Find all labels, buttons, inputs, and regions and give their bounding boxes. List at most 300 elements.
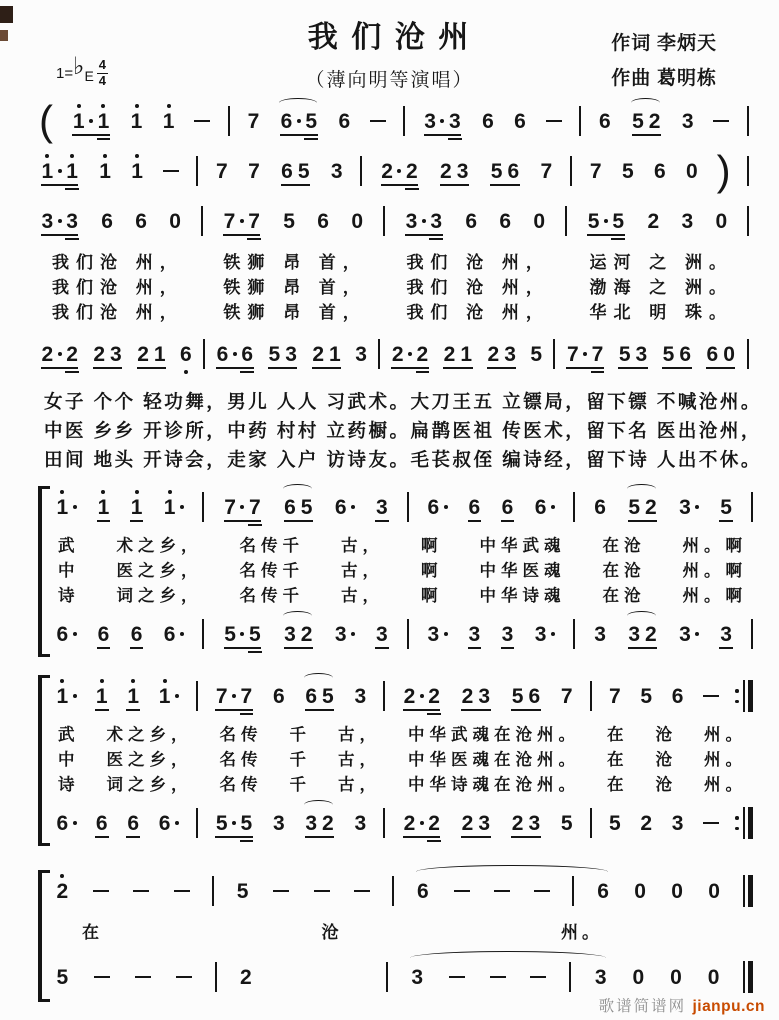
notation-line bbox=[38, 98, 749, 144]
dash bbox=[133, 890, 149, 893]
beam-line bbox=[224, 647, 261, 649]
dash bbox=[490, 976, 506, 979]
note: 0 bbox=[351, 209, 363, 233]
beam-line bbox=[224, 520, 261, 522]
note: 6 bbox=[679, 342, 692, 366]
beam-group bbox=[378, 161, 421, 182]
augmentation-dot bbox=[175, 694, 179, 698]
lyric-segment: 名传千 bbox=[239, 537, 304, 555]
barline bbox=[579, 106, 581, 136]
watermark-site-name: 歌谱简谱网 bbox=[598, 998, 687, 1015]
note: 2 bbox=[54, 881, 71, 902]
lyric-segment: 在 bbox=[607, 726, 629, 744]
barline bbox=[386, 962, 388, 992]
beam-group bbox=[309, 344, 344, 365]
lyric-segment: 名传 bbox=[219, 726, 263, 744]
beam-group bbox=[615, 344, 650, 365]
lyric-row bbox=[52, 298, 733, 323]
final-barline bbox=[743, 875, 753, 907]
beam-group bbox=[69, 111, 112, 132]
spacer bbox=[312, 976, 328, 978]
beam-line bbox=[487, 367, 516, 369]
note: 6 bbox=[466, 497, 483, 518]
beam-line bbox=[511, 709, 540, 711]
lyric-segment: 州。啊 bbox=[682, 562, 747, 580]
lyric-segment: 古， bbox=[341, 587, 384, 605]
note: 5 bbox=[56, 965, 69, 989]
note: 7 bbox=[221, 211, 246, 232]
augmentation-dot bbox=[240, 632, 244, 636]
beam-line bbox=[41, 367, 78, 369]
verse-lyrics-block bbox=[52, 248, 733, 323]
notation-line-verse bbox=[38, 198, 749, 244]
barline bbox=[751, 492, 753, 522]
note: 6 bbox=[317, 209, 329, 233]
note: 2 bbox=[322, 811, 334, 835]
augmentation-dot bbox=[240, 505, 244, 509]
note: 6 bbox=[278, 111, 303, 132]
note: 3 bbox=[504, 342, 516, 366]
lyric-row bbox=[58, 582, 747, 607]
coda-system bbox=[30, 866, 753, 1006]
note: 1 bbox=[39, 161, 64, 182]
note: 1 bbox=[160, 111, 177, 132]
slur-arc bbox=[631, 98, 660, 108]
beam-group bbox=[302, 686, 337, 707]
dash bbox=[93, 890, 109, 893]
note: 3 bbox=[635, 342, 648, 366]
note: 6 bbox=[499, 209, 512, 233]
beam-group bbox=[38, 344, 81, 365]
notation-line-systemA-lower bbox=[54, 611, 753, 657]
lyric-segment: 在 bbox=[82, 923, 103, 942]
underline bbox=[375, 520, 389, 522]
note: 1 bbox=[129, 161, 146, 182]
beam-group bbox=[421, 111, 464, 132]
lyric-row bbox=[58, 746, 747, 771]
lyric-segment: 医之乡， bbox=[106, 751, 193, 769]
notation-line-systemA-upper bbox=[54, 484, 753, 530]
octave-dot bbox=[100, 679, 104, 683]
octave-dot bbox=[60, 874, 64, 878]
coda-lyrics-block bbox=[82, 918, 603, 950]
note: 2 bbox=[461, 684, 474, 708]
note: 2 bbox=[312, 342, 325, 366]
lyric-segment: 沧 bbox=[655, 776, 677, 794]
lyric-segment: 铁狮 昂 首， bbox=[223, 253, 367, 272]
lyric-segment: 我们沧 州， bbox=[52, 303, 184, 322]
note: 2 bbox=[64, 344, 81, 365]
augmentation-dot bbox=[444, 632, 448, 636]
barline bbox=[378, 339, 380, 369]
beam-line bbox=[215, 836, 252, 838]
notation-line-systemB-lower bbox=[54, 800, 753, 846]
lyric-segment: 沧 bbox=[321, 923, 343, 942]
note: 2 bbox=[403, 161, 420, 182]
underline bbox=[468, 520, 482, 522]
dash bbox=[314, 890, 330, 893]
note: 7 bbox=[564, 344, 589, 365]
lyric-segment: 古， bbox=[341, 537, 384, 555]
lyric-segment: 千 bbox=[289, 726, 311, 744]
systemA-lyrics-block bbox=[58, 532, 747, 607]
underline bbox=[97, 520, 111, 522]
barline bbox=[573, 492, 575, 522]
augmentation-dot bbox=[233, 352, 237, 356]
lyric-segment: 沧 bbox=[655, 751, 677, 769]
augmentation-dot bbox=[58, 169, 62, 173]
note: 6 bbox=[54, 813, 79, 834]
systemB-lyrics-block bbox=[58, 721, 747, 796]
octave-dot bbox=[167, 104, 171, 108]
slur-arc bbox=[283, 484, 312, 494]
beam-line bbox=[312, 367, 341, 369]
repeat-barline bbox=[735, 680, 753, 712]
dash bbox=[703, 822, 719, 825]
credits bbox=[611, 26, 717, 96]
lyric-segment: 中华医魂在沧州。 bbox=[408, 751, 580, 769]
note: 0 bbox=[169, 209, 181, 233]
lyric-segment: 术之乡， bbox=[116, 537, 203, 555]
beam-group bbox=[38, 211, 81, 232]
slur-arc bbox=[304, 673, 333, 683]
note: 3 bbox=[594, 622, 606, 646]
lyric-segment: 我们沧 州， bbox=[52, 253, 184, 272]
note: 3 bbox=[428, 211, 445, 232]
note: 1 bbox=[95, 497, 112, 518]
beam-group bbox=[278, 161, 313, 182]
note: 3 bbox=[478, 684, 491, 708]
underline bbox=[130, 647, 144, 649]
couplet-lyrics-block bbox=[0, 387, 779, 474]
lyric-segment: 中华武魂在沧州。 bbox=[408, 726, 580, 744]
note: 0 bbox=[723, 342, 735, 366]
note: 1 bbox=[153, 342, 166, 366]
barline bbox=[202, 619, 204, 649]
slur-arc bbox=[410, 951, 606, 965]
dash bbox=[273, 890, 289, 893]
beam-group bbox=[458, 813, 493, 834]
beam-line bbox=[587, 234, 624, 236]
underline bbox=[65, 371, 79, 373]
note: 0 bbox=[533, 209, 546, 233]
beam-group bbox=[584, 211, 627, 232]
lyric-line: 女子 个个 轻功舞，男儿 人人 习武术。大刀王五 立镖局，留下镖 不喊沧州。 bbox=[44, 391, 762, 412]
beam-line bbox=[566, 367, 603, 369]
underline bbox=[429, 238, 443, 240]
notation-line-coda-upper bbox=[54, 868, 753, 916]
watermark-link[interactable]: jianpu.cn bbox=[692, 998, 765, 1015]
underline bbox=[65, 238, 79, 240]
augmentation-dot bbox=[422, 219, 426, 223]
beam-line bbox=[443, 367, 472, 369]
barline bbox=[565, 206, 567, 236]
lyric-segment: 中 bbox=[58, 562, 80, 580]
beam-group bbox=[388, 344, 431, 365]
note: 2 bbox=[647, 209, 660, 233]
notation-line-intro-2 bbox=[38, 148, 749, 194]
note: 7 bbox=[246, 211, 263, 232]
lyric-line: 中医 乡乡 开诊所，中药 村村 立药橱。扁鹊医祖 传医术，留下名 医出沧州， bbox=[44, 420, 762, 441]
note: 3 bbox=[446, 111, 463, 132]
note: 3 bbox=[681, 109, 694, 133]
note: 3 bbox=[285, 342, 297, 366]
note: 6 bbox=[599, 109, 611, 133]
note: 5 bbox=[300, 495, 313, 519]
note: 5 bbox=[283, 209, 295, 233]
octave-dot bbox=[135, 154, 139, 158]
note: 6 bbox=[95, 624, 112, 645]
augmentation-dot bbox=[420, 821, 424, 825]
note: 1 bbox=[64, 161, 81, 182]
beam-line bbox=[632, 134, 661, 136]
note: 6 bbox=[178, 344, 195, 365]
beam-line bbox=[268, 367, 297, 369]
note: 3 bbox=[681, 209, 694, 233]
barline bbox=[590, 808, 592, 838]
lyric-segment: 我们沧 州， bbox=[52, 278, 184, 297]
beam-line bbox=[281, 184, 310, 186]
note: 7 bbox=[540, 159, 553, 183]
augmentation-dot bbox=[89, 119, 93, 123]
note: 5 bbox=[621, 159, 634, 183]
augmentation-dot bbox=[297, 119, 301, 123]
note: 5 bbox=[303, 111, 320, 132]
note: 5 bbox=[662, 342, 675, 366]
barline bbox=[553, 339, 555, 369]
notation-line bbox=[38, 148, 749, 194]
octave-dot bbox=[184, 370, 188, 374]
octave-dot bbox=[135, 104, 139, 108]
barline bbox=[228, 106, 230, 136]
beam-line bbox=[490, 184, 519, 186]
note: 3 bbox=[284, 622, 296, 646]
underline bbox=[95, 836, 109, 838]
beam-line bbox=[280, 134, 317, 136]
augmentation-dot bbox=[73, 505, 77, 509]
note: 2 bbox=[300, 622, 313, 646]
augmentation-dot bbox=[180, 632, 184, 636]
lyric-row bbox=[52, 248, 733, 273]
note: 3 bbox=[594, 965, 607, 989]
note: 2 bbox=[645, 622, 657, 646]
note: 3 bbox=[425, 624, 450, 645]
note: 6 bbox=[594, 495, 606, 519]
lyric-segment: 中华诗魂 bbox=[479, 587, 566, 605]
lyric-segment: 医之乡， bbox=[116, 562, 203, 580]
note: 6 bbox=[135, 209, 147, 233]
beam-line bbox=[93, 367, 122, 369]
underline bbox=[405, 188, 419, 190]
note: 3 bbox=[456, 159, 469, 183]
parenthesis: ( bbox=[39, 97, 53, 144]
dash bbox=[454, 890, 470, 893]
underline bbox=[719, 647, 733, 649]
underline bbox=[248, 651, 262, 653]
beam-group bbox=[629, 111, 664, 132]
note: 5 bbox=[640, 684, 653, 708]
barline bbox=[215, 962, 217, 992]
barline bbox=[751, 619, 753, 649]
notation-line bbox=[38, 198, 749, 244]
beam-line bbox=[215, 709, 252, 711]
octave-dot bbox=[163, 679, 167, 683]
lyric-segment: 千 bbox=[289, 751, 311, 769]
augmentation-dot bbox=[444, 505, 448, 509]
beam-group bbox=[400, 686, 443, 707]
note: 2 bbox=[137, 342, 149, 366]
note: 3 bbox=[718, 624, 735, 645]
notation-line-intro-1 bbox=[38, 98, 749, 144]
duet-system-a bbox=[30, 482, 753, 661]
beam-group bbox=[221, 497, 264, 518]
note: 6 bbox=[338, 109, 351, 133]
lyric-segment: 铁狮 昂 首， bbox=[223, 278, 367, 297]
lyric-segment: 啊 bbox=[421, 562, 443, 580]
dash bbox=[530, 976, 546, 979]
barline bbox=[747, 156, 749, 186]
lyric-segment: 术之乡， bbox=[106, 726, 193, 744]
notation-line-patter bbox=[38, 331, 749, 377]
watermark bbox=[599, 994, 765, 1016]
note: 3 bbox=[354, 684, 367, 708]
note: 6 bbox=[671, 684, 684, 708]
notation-line bbox=[54, 868, 753, 914]
lyric-segment: 州。啊 bbox=[682, 587, 747, 605]
beam-group bbox=[265, 344, 300, 365]
note: 3 bbox=[466, 624, 483, 645]
beam-group bbox=[458, 686, 493, 707]
dash bbox=[354, 890, 370, 893]
beam-line bbox=[41, 184, 78, 186]
note: 2 bbox=[39, 344, 64, 365]
note: 7 bbox=[238, 686, 255, 707]
lyric-segment: 名传千 bbox=[239, 562, 304, 580]
note: 0 bbox=[707, 965, 720, 989]
note: 0 bbox=[670, 965, 682, 989]
beam-group bbox=[90, 344, 125, 365]
note: 6 bbox=[332, 497, 357, 518]
parenthesis: ) bbox=[716, 147, 731, 194]
underline bbox=[248, 524, 262, 526]
duet-system-b bbox=[30, 671, 753, 850]
repeat-barline bbox=[735, 807, 753, 839]
augmentation-dot bbox=[440, 119, 444, 123]
octave-dot bbox=[45, 154, 49, 158]
beam-group bbox=[400, 813, 443, 834]
note: 1 bbox=[93, 686, 110, 707]
octave-dot bbox=[77, 104, 81, 108]
note: 6 bbox=[101, 209, 113, 233]
note: 0 bbox=[671, 879, 683, 903]
note: 6 bbox=[532, 497, 557, 518]
lyric-segment: 在 bbox=[607, 776, 629, 794]
augmentation-dot bbox=[351, 505, 355, 509]
note: 3 bbox=[478, 811, 491, 835]
lyric-segment: 古， bbox=[341, 562, 384, 580]
underline bbox=[501, 520, 515, 522]
lyric-row bbox=[58, 532, 747, 557]
underline bbox=[130, 520, 144, 522]
note: 2 bbox=[511, 811, 524, 835]
note: 2 bbox=[93, 342, 106, 366]
note: 2 bbox=[461, 811, 474, 835]
underline bbox=[126, 836, 140, 838]
octave-dot bbox=[70, 154, 74, 158]
lyric-segment: 州。啊 bbox=[682, 537, 747, 555]
lyric-segment: 古， bbox=[338, 726, 381, 744]
note: 3 bbox=[403, 211, 428, 232]
beam-group bbox=[625, 497, 660, 518]
note: 1 bbox=[460, 342, 473, 366]
octave-dot bbox=[60, 490, 64, 494]
underline bbox=[240, 840, 254, 842]
dash bbox=[135, 976, 151, 979]
beam-line bbox=[403, 836, 440, 838]
note: 3 bbox=[373, 624, 390, 645]
header bbox=[0, 4, 779, 98]
underline bbox=[240, 371, 254, 373]
underline bbox=[97, 647, 111, 649]
note: 6 bbox=[161, 624, 186, 645]
note: 6 bbox=[305, 684, 318, 708]
note: 1 bbox=[70, 111, 95, 132]
lyric-segment: 中华诗魂在沧州。 bbox=[408, 776, 580, 794]
barline bbox=[403, 106, 405, 136]
note: 6 bbox=[528, 684, 541, 708]
augmentation-dot bbox=[408, 352, 412, 356]
barline bbox=[196, 681, 198, 711]
note: 5 bbox=[632, 109, 644, 133]
note: 6 bbox=[706, 342, 719, 366]
augmentation-dot bbox=[180, 505, 184, 509]
note: 3 bbox=[528, 811, 541, 835]
note: 6 bbox=[417, 879, 429, 903]
beam-group bbox=[277, 111, 320, 132]
note: 7 bbox=[222, 497, 247, 518]
note: 3 bbox=[422, 111, 447, 132]
note: 6 bbox=[514, 109, 526, 133]
underline bbox=[427, 713, 441, 715]
lyric-segment: 啊 bbox=[421, 537, 443, 555]
augmentation-dot bbox=[604, 219, 608, 223]
dash bbox=[370, 120, 386, 123]
dash bbox=[703, 695, 719, 698]
lyric-segment: 州。 bbox=[704, 776, 747, 794]
beam-line bbox=[137, 367, 166, 369]
note: 1 bbox=[54, 686, 79, 707]
note: 0 bbox=[632, 965, 645, 989]
underline bbox=[416, 371, 430, 373]
slur-arc bbox=[283, 611, 312, 621]
beam-group bbox=[402, 211, 445, 232]
note: 6 bbox=[156, 813, 181, 834]
beam-line bbox=[628, 647, 657, 649]
note: 2 bbox=[487, 342, 500, 366]
note: 0 bbox=[634, 879, 646, 903]
barline bbox=[212, 876, 214, 906]
notation-line bbox=[54, 611, 753, 657]
lyric-line: 田间 地头 开诗会，走家 入户 访诗友。毛苌叔侄 编诗经，留下诗 人出不休。 bbox=[44, 449, 762, 470]
note: 5 bbox=[238, 813, 255, 834]
beam-group bbox=[220, 211, 263, 232]
underline bbox=[97, 138, 111, 140]
note: 3 bbox=[39, 211, 64, 232]
note: 7 bbox=[608, 684, 621, 708]
note: 3 bbox=[671, 811, 684, 835]
note: 5 bbox=[718, 497, 735, 518]
note: 2 bbox=[648, 109, 661, 133]
